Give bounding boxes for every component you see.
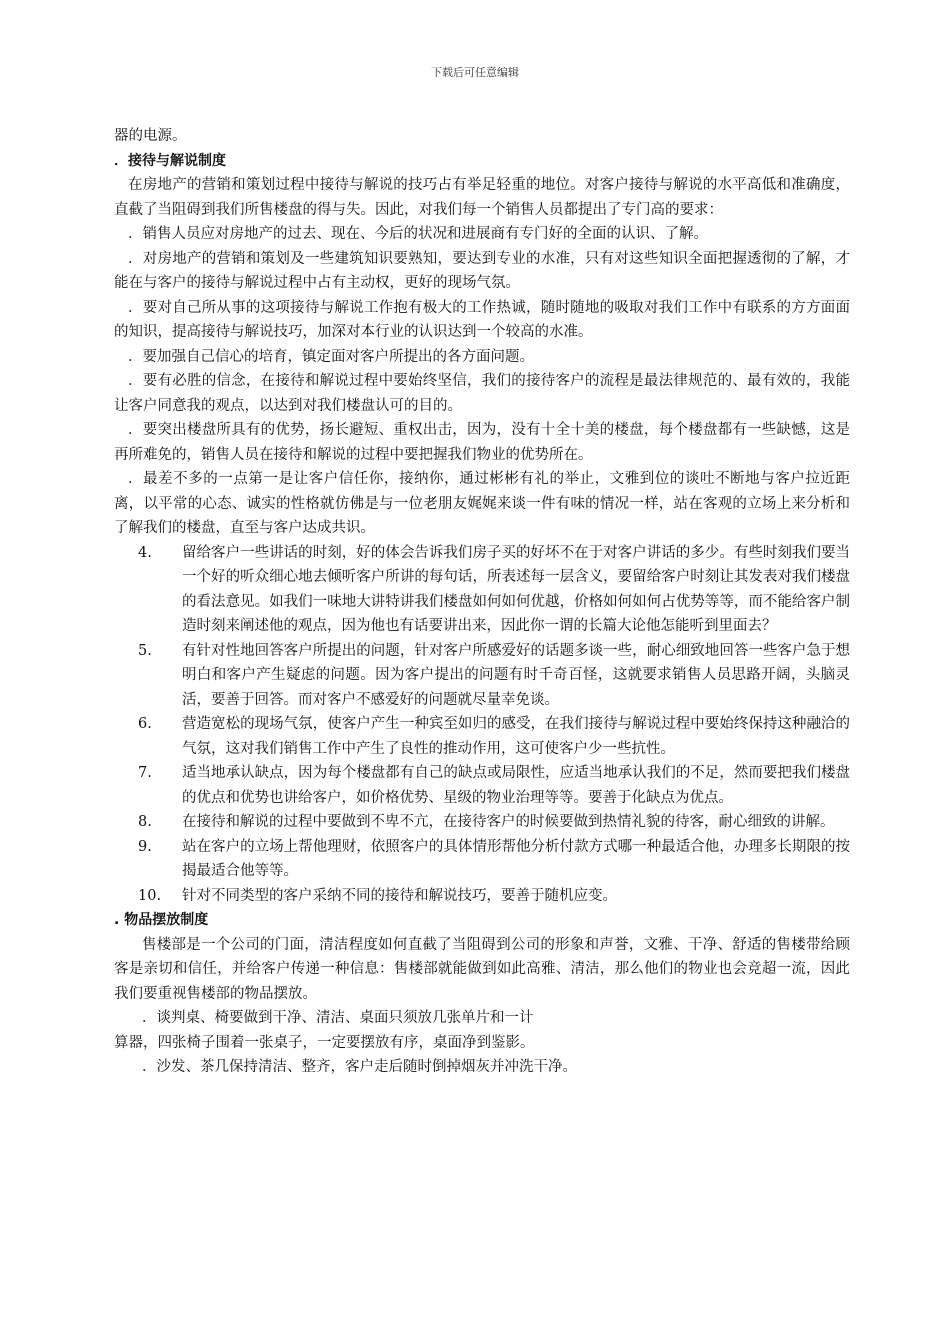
section-heading-reception: ．接待与解说制度 <box>114 152 226 169</box>
reception-bullet: ．要对自己所从事的这项接待与解说工作抱有极大的工作热诚，随时随地的吸取对我们工作中有联系的方方面面的知识，提高接待与解说技巧，加深对本行业的认识达到一个较高的水准。 <box>114 299 850 340</box>
numbered-item <box>114 761 850 810</box>
section-intro-placement: 售楼部是一个公司的门面，清洁程度如何直截了当阻碍到公司的形象和声誉，文雅、干净、舒适的售楼带给顾客是亲切和信任，并给客户传递一种信息：售楼部就能做到如此高雅、清洁，那么他们的物业也会竞超一流，因此我们要重视售楼部的物品摆放。 <box>114 936 850 1002</box>
section-intro-reception: 在房地产的营销和策划过程中接待与解说的技巧占有举足轻重的地位。对客户接待与解说的水平高低和准确度，直截了当阻碍到我们所售楼盘的得与失。因此，对我们每一个销售人员都提出了专门高的要求： <box>114 177 850 218</box>
item-text: 营造宽松的现场气氛，使客户产生一种宾至如归的感受，在我们接待与解说过程中要始终保持这种融洽的气氛，这对我们销售工作中产生了良性的推动作用，这可使客户少一些抗性。 <box>182 716 850 757</box>
placement-bullet-line2: 算器，四张椅子围着一张桌子，一定要摆放有序，桌面净到鉴影。 <box>114 1034 535 1051</box>
lead-fragment: 器的电源。 <box>114 128 187 144</box>
reception-bullet: ．销售人员应对房地产的过去、现在、今后的状况和进展商有专门好的全面的认识、了解。 <box>128 226 708 242</box>
page-header: 下载后可任意编辑 <box>431 66 519 79</box>
reception-bullet: ．要有必胜的信念，在接待和解说过程中要始终坚信，我们的接待客户的流程是最法律规范的、最有效的，我能让客户同意我的观点，以达到对我们楼盘认可的目的。 <box>114 373 850 414</box>
item-text: 针对不同类型的客户采纳不同的接待和解说技巧，要善于随机应变。 <box>182 887 617 904</box>
item-number: 6. <box>138 716 152 732</box>
numbered-item <box>114 835 850 884</box>
numbered-item <box>114 884 850 909</box>
numbered-item <box>114 810 850 835</box>
item-number: 4. <box>138 544 152 561</box>
item-text: 留给客户一些讲话的时刻，好的体会告诉我们房子买的好坏不在于对客户讲话的多少。有些时刻我们要当一个好的听众细心地去倾听客户所讲的每句话，所表述每一层含义，要留给客户时刻让其发表对我们楼盘的看法意见。如我们一味地大讲特讲我们楼盘如何如何优越，价格如何如何占优势等等，而不能给客户制造时刻来阐述他的观点，因为他也有话要讲出来，因此你一谓的长篇大论他怎能听到里面去？ <box>182 544 850 634</box>
reception-bullet: ．最差不多的一点第一是让客户信任你，接纳你，通过彬彬有礼的举止，文雅到位的谈吐不断地与客户拉近距离，以平常的心态、诚实的性格就仿佛是与一位老朋友娓娓来谈一件有味的情况一样，站在客观的立场上来分析和了解我们的楼盘，直至与客户达成共识。 <box>114 471 850 536</box>
placement-bullet: ．沙发、茶几保持清洁、整齐，客户走后随时倒掉烟灰并冲洗干净。 <box>142 1059 577 1075</box>
reception-bullet: ．要加强自己信心的培育，镇定面对客户所提出的各方面问题。 <box>128 348 534 365</box>
item-number: 10. <box>138 887 162 904</box>
numbered-item <box>114 712 850 761</box>
reception-bullet: ．对房地产的营销和策划及一些建筑知识要熟知，要达到专业的水准，只有对这些知识全面把握透彻的了解，才能在与客户的接待与解说过程中占有主动权，更好的现场气氛。 <box>114 250 850 291</box>
reception-numbered-list <box>114 541 850 909</box>
reception-bullet: ．要突出楼盘所具有的优势，扬长避短、重权出击，因为，没有十全十美的楼盘，每个楼盘都有一些缺憾，这是再所难免的，销售人员在接待和解说的过程中要把握我们物业的优势所在。 <box>114 422 850 463</box>
numbered-item <box>114 639 850 713</box>
placement-bullet-line1: ．谈判桌、椅要做到干净、清洁、桌面只须放几张单片和一计 <box>142 1010 534 1026</box>
item-text: 在接待和解说的过程中要做到不卑不亢，在接待客户的时候要做到热情礼貌的待客，耐心细致的讲解。 <box>182 814 835 830</box>
numbered-item <box>114 541 850 639</box>
item-text: 适当地承认缺点，因为每个楼盘都有自己的缺点或局限性，应适当地承认我们的不足，然而要把我们楼盘的优点和优势也讲给客户，如价格优势、星级的物业治理等等。要善于化缺点为优点。 <box>182 765 850 806</box>
item-number: 8. <box>138 814 152 830</box>
item-number: 7. <box>138 765 152 781</box>
section-heading-placement: . 物品摆放制度 <box>114 912 209 928</box>
item-number: 5. <box>138 642 152 659</box>
item-text: 站在客户的立场上帮他理财，依照客户的具体情形帮他分析付款方式哪一种最适合他，办理多长期限的按揭最适合他等等。 <box>182 838 850 879</box>
item-number: 9. <box>138 838 152 855</box>
item-text: 有针对性地回答客户所提出的问题，针对客户所感爱好的话题多谈一些，耐心细致地回答一些客户急于想明白和客户产生疑虑的问题。因为客户提出的问题有时千奇百怪，这就要求销售人员思路开阔，头脑灵活，要善于回答。而对客户不感爱好的问题就尽量幸免谈。 <box>182 642 850 708</box>
document-body <box>114 124 850 1080</box>
